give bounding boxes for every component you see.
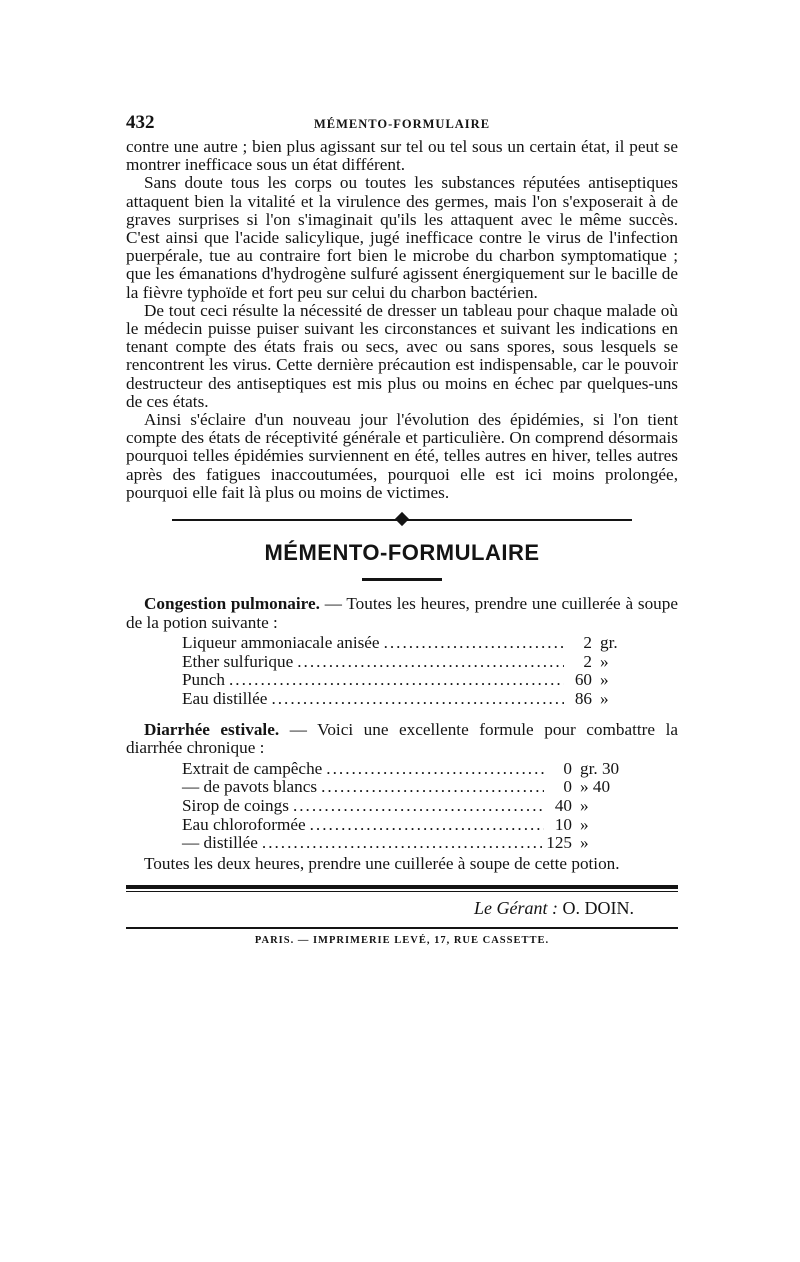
ingredient-name: — distillée bbox=[182, 833, 258, 853]
paragraph: Sans doute tous les corps ou toutes les substances réputées antiseptiques attaquent bien la vitalité et la virulence des germes, mais l'on s'exposerait à de graves surprises si l'on s'imaginait qu'ils les attaquent avec le même succès. C'est ainsi que l'acide salicylique, jugé inefficace contre le virus de l'infection puerpérale, tue au contraire fort bien le microbe du charbon symptomatique ; que les émanations d'hydrogène sulfuré agissent énergiquement sur le bacille de la fièvre typhoïde et fort peu sur celui du charbon bactérien. bbox=[126, 173, 678, 302]
ingredient-quantity: 10 bbox=[554, 814, 572, 834]
page-header bbox=[126, 112, 678, 138]
paragraph: contre une autre ; bien plus agissant sur tel ou tel sous un certain état, il peut se montrer inefficace sous un état différent. bbox=[126, 137, 678, 175]
dot-leader bbox=[262, 834, 542, 853]
recipe-line bbox=[182, 778, 630, 797]
entry-instructions: — Toutes les heures, prendre une cuillerée à soupe de la potion suivante : bbox=[126, 594, 678, 632]
ingredient-quantity: 40 bbox=[554, 796, 572, 815]
ingredient-unit: gr. bbox=[600, 633, 618, 653]
footer-rule bbox=[126, 891, 678, 892]
section-title: MÉMENTO-FORMULAIRE bbox=[264, 540, 540, 566]
ingredient-name: Extrait de campêche bbox=[182, 758, 323, 778]
body-text bbox=[126, 138, 678, 502]
dot-leader bbox=[229, 671, 564, 690]
ingredient-name: Sirop de coings bbox=[182, 796, 289, 815]
paragraph: Ainsi s'éclaire d'un nouveau jour l'évolution des épidémies, si l'on tient compte des états de réceptivité générale et particulière. On comprend désormais pourquoi telles épidémies surviennent en été, telles autres en hiver, telles autres après des fatigues inaccoutumées, pourquoi elle est ici moins prolongée, pourquoi elle fait là plus ou moins de victimes. bbox=[126, 410, 678, 502]
entry-name: Diarrhée estivale. bbox=[144, 719, 280, 739]
recipe-line bbox=[182, 834, 630, 853]
dot-leader bbox=[326, 760, 544, 779]
dot-leader bbox=[297, 653, 564, 672]
page-number: 432 bbox=[126, 112, 155, 133]
ingredient-unit: » bbox=[600, 670, 609, 690]
title-rule bbox=[362, 578, 442, 581]
ingredient-quantity: 2 bbox=[583, 651, 592, 671]
formula-entry bbox=[126, 595, 678, 709]
ingredient-unit: » 40 bbox=[580, 777, 611, 797]
diamond-ornament-icon bbox=[395, 512, 409, 526]
ingredient-quantity: 60 bbox=[574, 670, 592, 690]
dot-leader bbox=[321, 778, 544, 797]
imprint-rule bbox=[126, 927, 678, 929]
page-content bbox=[126, 112, 678, 946]
ingredient-name: Ether sulfurique bbox=[182, 651, 294, 671]
running-head: MÉMENTO-FORMULAIRE bbox=[313, 117, 491, 131]
recipe-list bbox=[182, 634, 630, 708]
dot-leader bbox=[271, 690, 564, 709]
ingredient-name: Punch bbox=[182, 670, 225, 690]
entry-instructions: — Voici une excellente formule pour combattre la diarrhée chronique : bbox=[126, 719, 678, 758]
ingredient-name: Eau distillée bbox=[182, 689, 268, 709]
ingredient-quantity: 0 bbox=[563, 777, 572, 797]
recipe-line bbox=[182, 671, 630, 690]
recipe-line bbox=[182, 760, 630, 779]
recipe-line bbox=[182, 634, 630, 653]
entry-intro bbox=[126, 595, 678, 632]
ornamental-divider bbox=[172, 510, 632, 530]
dot-leader bbox=[310, 816, 544, 835]
ingredient-quantity: 2 bbox=[583, 633, 592, 653]
ingredient-unit: » bbox=[580, 833, 589, 853]
signature bbox=[126, 898, 634, 919]
ingredient-quantity: 0 bbox=[563, 758, 572, 778]
dot-leader bbox=[293, 797, 544, 816]
signature-name: O. DOIN. bbox=[562, 898, 634, 919]
recipe-line bbox=[182, 816, 630, 835]
recipe-line bbox=[182, 797, 630, 816]
recipe-list bbox=[182, 760, 630, 853]
ingredient-quantity: 86 bbox=[574, 689, 592, 709]
dot-leader bbox=[384, 634, 564, 653]
entry-intro bbox=[126, 721, 678, 758]
closing-instruction: Toutes les deux heures, prendre une cuillerée à soupe de cette potion. bbox=[144, 853, 620, 873]
ingredient-unit: » bbox=[600, 651, 609, 671]
ingredient-unit: » bbox=[600, 689, 609, 709]
formula-entry bbox=[126, 721, 678, 874]
ingredient-quantity: 125 bbox=[546, 833, 572, 853]
recipe-line bbox=[182, 653, 630, 672]
ingredient-unit: gr. 30 bbox=[580, 758, 620, 778]
ingredient-name: Eau chloroformée bbox=[182, 814, 306, 834]
printer-imprint: PARIS. — IMPRIMERIE LEVÉ, 17, RUE CASSETTE. bbox=[254, 935, 550, 947]
ingredient-unit: » bbox=[580, 814, 589, 834]
footer-rule bbox=[126, 885, 678, 889]
paragraph: De tout ceci résulte la nécessité de dresser un tableau pour chaque malade où le médecin puisse puiser suivant les circonstances et suivant les indications en tenant compte des états frais ou secs, avec ou sans spores, sous lesquels se rencontrent les virus. Cette dernière précaution est indispensable, car le pouvoir destructeur des antiseptiques est mis plus ou moins en échec par quelques-uns de ces états. bbox=[126, 300, 678, 411]
ingredient-name: Liqueur ammoniacale anisée bbox=[182, 633, 380, 653]
ingredient-name: — de pavots blancs bbox=[182, 777, 318, 797]
ingredient-unit: » bbox=[580, 796, 589, 815]
signature-role: Le Gérant : bbox=[474, 898, 558, 919]
entry-name: Congestion pulmonaire. bbox=[144, 594, 320, 614]
recipe-line bbox=[182, 690, 630, 709]
